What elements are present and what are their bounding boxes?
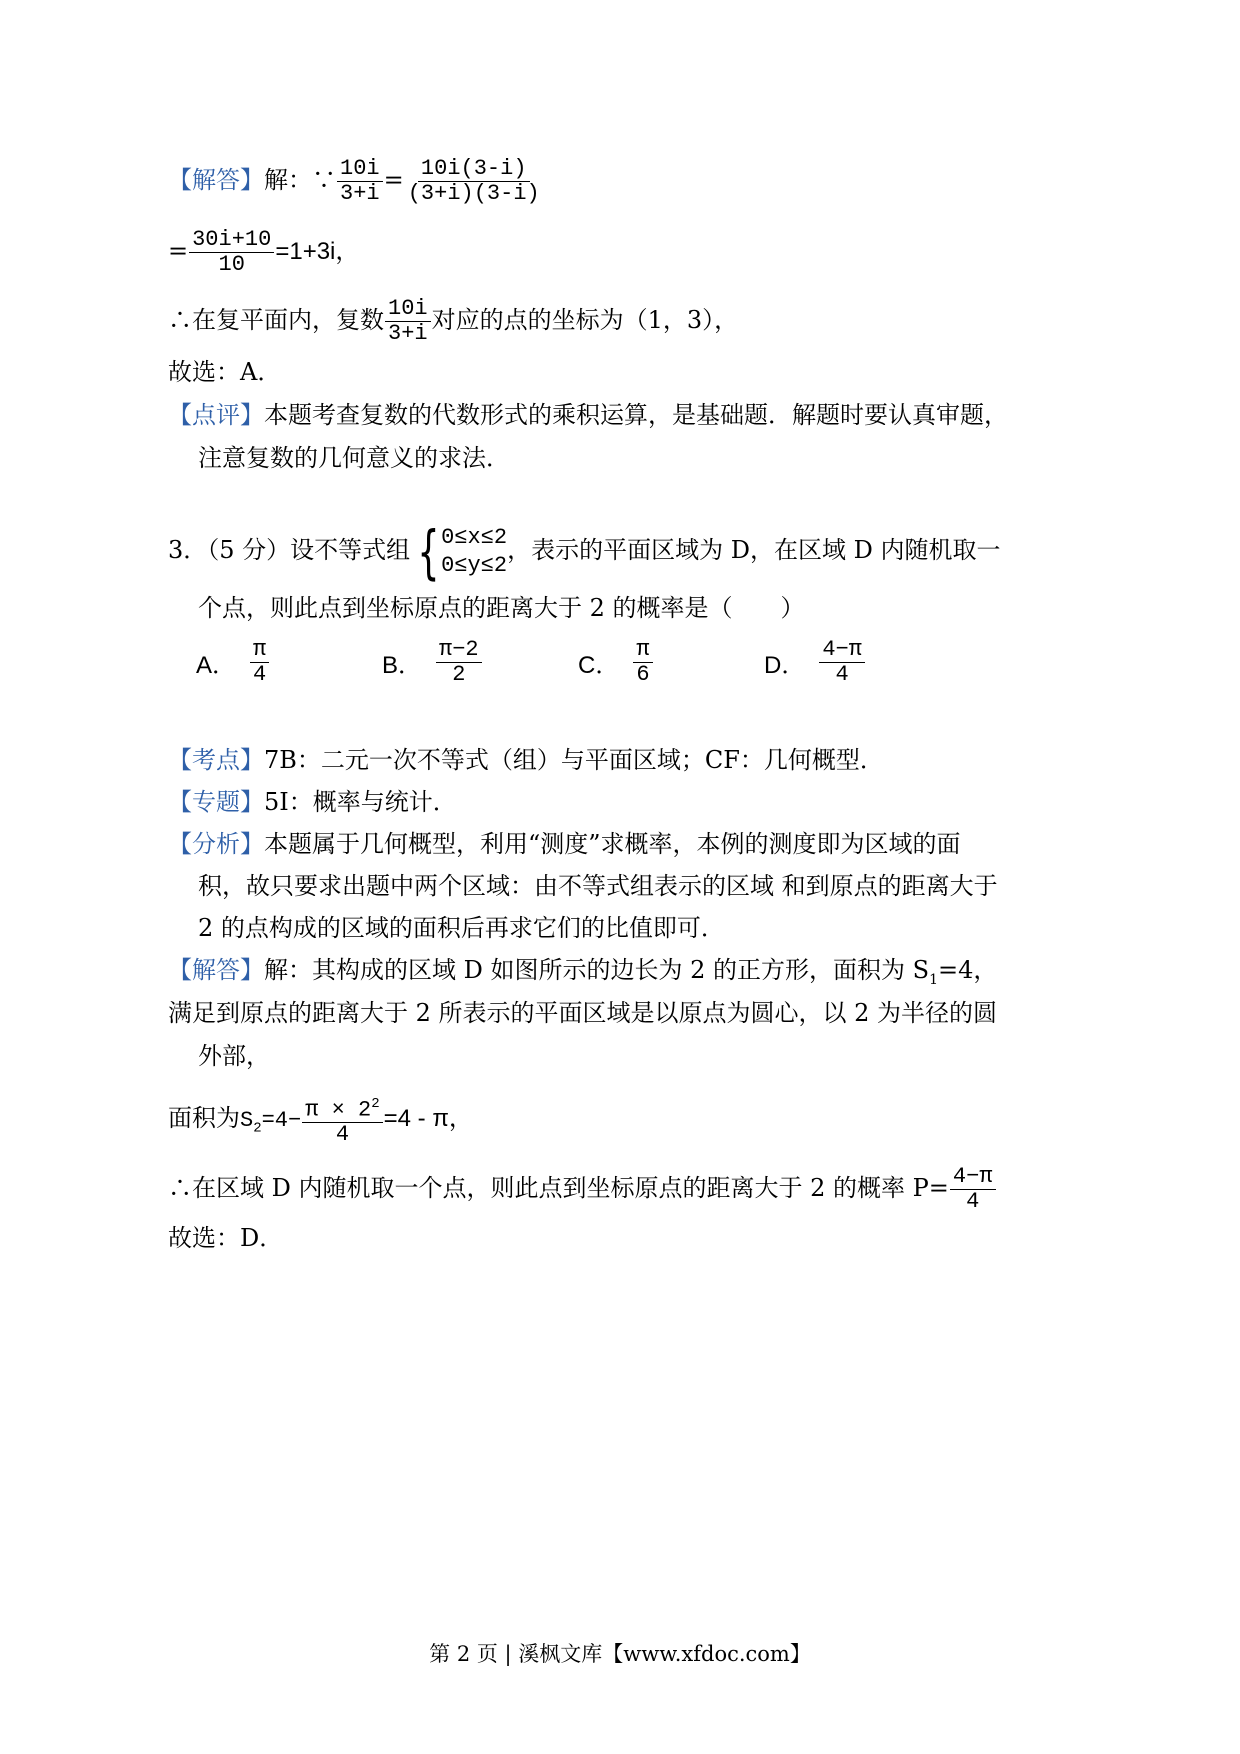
result-value: =1+3i，	[275, 238, 360, 265]
comment-tag: 【点评】	[168, 401, 264, 429]
fraction-expanded: $\frac{10i(3-i)}{(3+i)(3-i)}$	[407, 156, 540, 206]
kaodian-line: 【考点】7B：二元一次不等式（组）与平面区域；CF：几何概型．	[168, 746, 884, 774]
fenxi-tag: 【分析】	[168, 830, 264, 858]
inequality-system: 0≤x≤2 0≤y≤2	[441, 524, 508, 578]
comment-line-2: 注意复数的几何意义的求法．	[198, 444, 510, 472]
option-b[interactable]: B． $\frac{\pi-2}{2}$	[382, 638, 483, 687]
probability-line: ∴在区域 D 内随机取一个点，则此点到坐标原点的距离大于 2 的概率 P= $\frac{4-\pi}{4}$	[168, 1165, 997, 1214]
choose-a: 故选：A．	[168, 358, 282, 386]
comment-line-1: 【点评】本题考查复数的代数形式的乘积运算，是基础题．解题时要认真审题，	[168, 401, 1008, 429]
question-3-line-2: 个点，则此点到坐标原点的距离大于 2 的概率是（ ）	[198, 594, 805, 622]
choose-d: 故选：D．	[168, 1224, 284, 1252]
jieda-tag: 【解答】	[168, 956, 264, 984]
option-c[interactable]: C． $\frac{\pi}{6}$	[578, 638, 654, 687]
solution-line-2: = $\frac{30i+10}{10}$ =1+3i，	[168, 227, 360, 277]
brace-symbol: {	[417, 517, 440, 586]
zhuanti-line: 【专题】5I：概率与统计．	[168, 788, 457, 816]
area-line: 面积为$S_2=4-$ $\frac{\pi \times 2^2}{4}$ =4 - π，	[168, 1092, 473, 1147]
question-3-line-1: 3．（5 分）设不等式组 { 0≤x≤2 0≤y≤2 ，表示的平面区域为 D，在区域 D 内随机取一	[168, 517, 1001, 586]
fraction-complex: $\frac{10i}{3+i}$	[385, 297, 431, 346]
jieda-line-3: 外部，	[198, 1042, 270, 1070]
page-footer: 第 2 页 | 溪枫文库【www.xfdoc.com】	[429, 1642, 811, 1666]
solution-line-1: 【解答】解：∵ $\frac{10i}{3+i}$ = $\frac{10i(3-i)}{(3+i)(3-i)}$	[168, 157, 544, 206]
option-a[interactable]: A． $\frac{\pi}{4}$	[196, 638, 270, 687]
jieda-line-2: 满足到原点的距离大于 2 所表示的平面区域是以原点为圆心，以 2 为半径的圆	[168, 999, 998, 1027]
fraction-simplified: $\frac{30i+10}{10}$	[189, 228, 274, 277]
zhuanti-tag: 【专题】	[168, 788, 264, 816]
kaodian-tag: 【考点】	[168, 746, 264, 774]
answer-tag: 【解答】	[168, 166, 264, 194]
area-fraction: $\frac{\pi \times 2^2}{4}$	[302, 1092, 382, 1147]
fenxi-line-2: 积，故只要求出题中两个区域：由不等式组表示的区域 和到原点的距离大于	[198, 872, 998, 900]
fenxi-line-1: 【分析】本题属于几何概型，利用“测度”求概率，本例的测度即为区域的面	[168, 830, 961, 858]
jieda-line-1: 【解答】解：其构成的区域 D 如图所示的边长为 2 的正方形，面积为 $S_1=4$，	[168, 956, 998, 988]
answer-intro: 解：∵	[264, 166, 336, 194]
fenxi-line-3: 2 的点构成的区域的面积后再求它们的比值即可．	[198, 914, 725, 942]
probability-fraction: $\frac{4-\pi}{4}$	[950, 1165, 996, 1214]
option-d[interactable]: D． $\frac{4-\pi}{4}$	[764, 638, 866, 687]
solution-line-3: ∴在复平面内，复数 $\frac{10i}{3+i}$ 对应的点的坐标为（1，3），	[168, 296, 739, 346]
fraction-10i-over-3+i: $\frac{10i}{3+i}$	[337, 157, 383, 206]
